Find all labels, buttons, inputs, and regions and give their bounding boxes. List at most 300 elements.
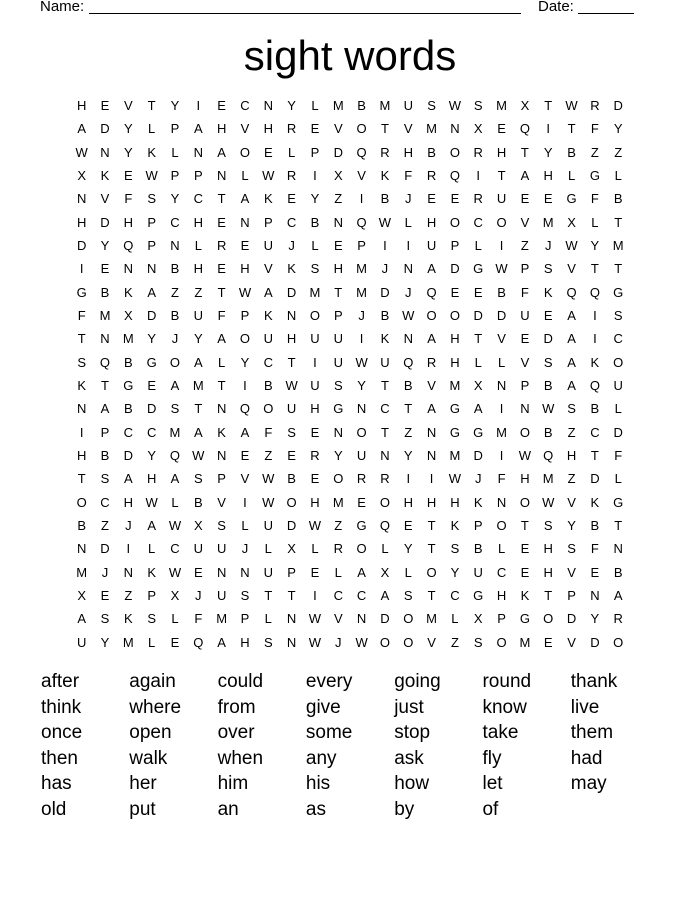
grid-letter[interactable]: R (473, 191, 483, 207)
grid-letter[interactable]: L (404, 214, 412, 230)
grid-letter[interactable]: K (287, 261, 296, 277)
grid-letter[interactable]: J (358, 308, 365, 324)
grid-letter[interactable]: C (170, 541, 180, 557)
grid-letter[interactable]: W (565, 98, 578, 114)
grid-letter[interactable]: L (148, 634, 156, 650)
grid-letter[interactable]: T (544, 588, 553, 604)
grid-letter[interactable]: Z (450, 634, 459, 650)
grid-letter[interactable]: W (448, 471, 462, 487)
grid-letter[interactable]: C (590, 424, 600, 440)
grid-letter[interactable]: F (590, 121, 599, 137)
grid-letter[interactable]: S (263, 634, 273, 650)
grid-letter[interactable]: I (593, 331, 597, 347)
grid-letter[interactable]: D (100, 541, 110, 557)
grid-letter[interactable]: Y (147, 331, 156, 347)
grid-letter[interactable]: L (264, 611, 272, 627)
grid-letter[interactable]: A (100, 401, 110, 417)
grid-letter[interactable]: E (520, 541, 530, 557)
grid-letter[interactable]: P (357, 238, 366, 254)
grid-letter[interactable]: Z (334, 191, 343, 207)
grid-letter[interactable]: O (519, 424, 530, 440)
grid-letter[interactable]: H (146, 471, 157, 487)
grid-letter[interactable]: L (474, 354, 482, 370)
grid-letter[interactable]: I (499, 448, 504, 464)
grid-letter[interactable]: K (380, 168, 390, 184)
grid-letter[interactable]: E (357, 494, 366, 510)
grid-letter[interactable]: Q (519, 121, 530, 137)
grid-letter[interactable]: X (77, 168, 86, 184)
grid-letter[interactable]: H (450, 354, 460, 370)
grid-letter[interactable]: D (566, 611, 577, 627)
grid-letter[interactable]: O (286, 494, 297, 510)
grid-letter[interactable]: I (126, 541, 131, 557)
grid-letter[interactable]: U (613, 378, 623, 394)
grid-letter[interactable]: V (497, 331, 506, 347)
grid-letter[interactable]: W (565, 238, 578, 254)
grid-letter[interactable]: P (217, 471, 226, 487)
grid-letter[interactable]: B (77, 518, 86, 534)
grid-letter[interactable]: G (566, 191, 577, 207)
grid-letter[interactable]: A (263, 284, 273, 300)
grid-letter[interactable]: W (495, 261, 508, 277)
grid-letter[interactable]: X (473, 611, 483, 627)
grid-letter[interactable]: I (546, 121, 551, 137)
grid-letter[interactable]: X (123, 308, 133, 324)
grid-letter[interactable]: E (543, 191, 553, 207)
grid-letter[interactable]: W (262, 494, 275, 510)
grid-letter[interactable]: N (123, 261, 134, 277)
grid-letter[interactable]: Z (101, 518, 109, 534)
grid-letter[interactable]: M (99, 308, 111, 324)
grid-letter[interactable]: L (241, 168, 249, 184)
grid-letter[interactable]: I (313, 588, 317, 604)
grid-letter[interactable]: B (613, 564, 623, 580)
grid-letter[interactable]: F (77, 308, 86, 324)
grid-letter[interactable]: N (146, 261, 157, 277)
grid-letter[interactable]: D (450, 261, 460, 277)
grid-letter[interactable]: L (381, 541, 389, 557)
grid-letter[interactable]: L (311, 541, 319, 557)
grid-letter[interactable]: H (76, 214, 87, 230)
grid-letter[interactable]: V (520, 214, 530, 230)
grid-letter[interactable]: G (473, 261, 484, 277)
grid-letter[interactable]: E (217, 98, 226, 114)
grid-letter[interactable]: V (100, 191, 110, 207)
grid-letter[interactable]: X (380, 564, 390, 580)
grid-letter[interactable]: I (499, 238, 504, 254)
grid-letter[interactable]: A (217, 331, 226, 347)
grid-letter[interactable]: W (308, 634, 322, 650)
grid-letter[interactable]: E (427, 191, 436, 207)
grid-letter[interactable]: H (193, 214, 203, 230)
grid-letter[interactable]: S (543, 518, 553, 534)
grid-letter[interactable]: Y (100, 634, 110, 650)
grid-letter[interactable]: K (100, 168, 110, 184)
grid-letter[interactable]: H (240, 261, 250, 277)
grid-letter[interactable]: W (355, 354, 368, 370)
grid-letter[interactable]: A (123, 471, 133, 487)
grid-letter[interactable]: S (543, 261, 553, 277)
grid-letter[interactable]: L (241, 518, 249, 534)
grid-letter[interactable]: I (243, 378, 247, 394)
grid-letter[interactable]: N (496, 494, 507, 510)
grid-letter[interactable]: B (497, 284, 506, 300)
grid-letter[interactable]: V (567, 634, 576, 650)
grid-letter[interactable]: M (496, 98, 507, 114)
grid-letter[interactable]: C (100, 494, 110, 510)
grid-letter[interactable]: U (263, 518, 273, 534)
grid-letter[interactable]: L (288, 144, 296, 160)
grid-letter[interactable]: X (333, 168, 343, 184)
grid-letter[interactable]: S (77, 354, 86, 370)
grid-letter[interactable]: L (451, 611, 459, 627)
grid-letter[interactable]: N (426, 448, 437, 464)
grid-letter[interactable]: T (380, 121, 389, 137)
grid-letter[interactable]: Z (520, 238, 529, 254)
grid-letter[interactable]: O (496, 518, 507, 534)
grid-letter[interactable]: M (122, 331, 134, 347)
grid-letter[interactable]: W (542, 494, 555, 510)
grid-letter[interactable]: L (334, 564, 342, 580)
grid-letter[interactable]: W (518, 448, 532, 464)
grid-letter[interactable]: P (473, 518, 483, 534)
grid-letter[interactable]: T (520, 518, 529, 534)
grid-letter[interactable]: Y (567, 518, 576, 534)
grid-letter[interactable]: N (333, 424, 343, 440)
grid-letter[interactable]: V (567, 261, 576, 277)
grid-letter[interactable]: N (240, 564, 250, 580)
grid-letter[interactable]: T (474, 331, 483, 347)
grid-letter[interactable]: X (193, 518, 203, 534)
grid-letter[interactable]: P (287, 564, 296, 580)
grid-letter[interactable]: N (426, 424, 437, 440)
grid-letter[interactable]: U (496, 191, 507, 207)
grid-letter[interactable]: X (170, 588, 180, 604)
grid-letter[interactable]: Z (264, 448, 273, 464)
grid-letter[interactable]: Q (543, 448, 554, 464)
grid-letter[interactable]: F (404, 168, 413, 184)
grid-letter[interactable]: B (543, 424, 553, 440)
grid-letter[interactable]: E (543, 634, 553, 650)
grid-letter[interactable]: F (264, 424, 273, 440)
grid-letter[interactable]: Y (240, 354, 250, 370)
grid-letter[interactable]: L (497, 541, 506, 557)
grid-letter[interactable]: L (614, 471, 622, 487)
name-field[interactable] (89, 13, 521, 14)
grid-letter[interactable]: C (193, 191, 203, 207)
grid-letter[interactable]: K (217, 424, 226, 440)
grid-letter[interactable]: G (449, 401, 460, 417)
grid-letter[interactable]: S (543, 354, 553, 370)
grid-letter[interactable]: F (194, 611, 203, 627)
grid-letter[interactable]: D (286, 518, 297, 534)
grid-letter[interactable]: W (168, 564, 182, 580)
grid-letter[interactable]: E (450, 191, 460, 207)
grid-letter[interactable]: T (427, 518, 436, 534)
grid-letter[interactable]: M (356, 261, 368, 277)
grid-letter[interactable]: V (357, 168, 366, 184)
grid-letter[interactable]: T (194, 401, 203, 417)
grid-letter[interactable]: Q (356, 214, 367, 230)
grid-letter[interactable]: E (310, 424, 320, 440)
grid-letter[interactable]: U (216, 541, 227, 557)
grid-letter[interactable]: J (171, 331, 179, 347)
grid-letter[interactable]: K (263, 191, 273, 207)
grid-letter[interactable]: U (193, 308, 203, 324)
grid-letter[interactable]: K (123, 611, 133, 627)
grid-letter[interactable]: O (426, 564, 437, 580)
grid-letter[interactable]: N (76, 541, 87, 557)
grid-letter[interactable]: U (520, 308, 530, 324)
grid-letter[interactable]: H (310, 401, 320, 417)
grid-letter[interactable]: X (473, 378, 483, 394)
grid-letter[interactable]: U (473, 564, 483, 580)
grid-letter[interactable]: V (403, 121, 413, 137)
grid-letter[interactable]: M (449, 378, 461, 394)
grid-letter[interactable]: O (449, 144, 460, 160)
grid-letter[interactable]: B (473, 541, 483, 557)
grid-letter[interactable]: G (123, 378, 134, 394)
grid-letter[interactable]: K (263, 308, 273, 324)
grid-letter[interactable]: A (193, 354, 203, 370)
grid-letter[interactable]: E (287, 448, 296, 464)
grid-letter[interactable]: Q (193, 634, 204, 650)
grid-letter[interactable]: S (217, 518, 226, 534)
grid-letter[interactable]: Z (567, 424, 576, 440)
grid-letter[interactable]: T (287, 354, 296, 370)
grid-letter[interactable]: I (406, 238, 411, 254)
grid-letter[interactable]: K (77, 378, 86, 394)
grid-letter[interactable]: E (217, 261, 226, 277)
grid-letter[interactable]: U (286, 401, 297, 417)
grid-letter[interactable]: H (123, 214, 134, 230)
grid-letter[interactable]: P (263, 214, 273, 230)
grid-letter[interactable]: U (333, 331, 343, 347)
grid-letter[interactable]: Y (333, 448, 343, 464)
grid-letter[interactable]: O (76, 494, 87, 510)
grid-letter[interactable]: A (193, 424, 203, 440)
grid-letter[interactable]: E (263, 144, 273, 160)
grid-letter[interactable]: N (450, 121, 460, 137)
grid-letter[interactable]: T (520, 144, 529, 160)
grid-letter[interactable]: Y (193, 331, 203, 347)
grid-letter[interactable]: B (123, 354, 133, 370)
grid-letter[interactable]: F (497, 471, 506, 487)
grid-letter[interactable]: I (243, 494, 247, 510)
grid-letter[interactable]: E (473, 284, 483, 300)
grid-letter[interactable]: A (567, 331, 576, 347)
grid-letter[interactable]: H (450, 494, 460, 510)
grid-letter[interactable]: B (170, 308, 180, 324)
grid-letter[interactable]: W (238, 284, 252, 300)
grid-letter[interactable]: E (310, 121, 320, 137)
grid-letter[interactable]: X (77, 588, 86, 604)
grid-letter[interactable]: O (379, 494, 390, 510)
grid-letter[interactable]: A (170, 471, 180, 487)
grid-letter[interactable]: Q (566, 284, 577, 300)
grid-letter[interactable]: S (403, 588, 413, 604)
grid-letter[interactable]: C (123, 424, 134, 440)
grid-letter[interactable]: N (76, 191, 87, 207)
grid-letter[interactable]: L (311, 238, 319, 254)
grid-letter[interactable]: D (590, 471, 600, 487)
grid-letter[interactable]: N (263, 98, 273, 114)
grid-letter[interactable]: M (612, 238, 624, 254)
grid-letter[interactable]: R (286, 121, 297, 137)
grid-letter[interactable]: I (383, 238, 387, 254)
grid-letter[interactable]: A (217, 144, 226, 160)
grid-letter[interactable]: A (520, 168, 530, 184)
grid-letter[interactable]: P (147, 214, 156, 230)
grid-letter[interactable]: Y (170, 191, 180, 207)
grid-letter[interactable]: Q (589, 284, 600, 300)
grid-letter[interactable]: I (196, 98, 201, 114)
grid-letter[interactable]: Q (356, 144, 367, 160)
grid-letter[interactable]: L (311, 98, 319, 114)
grid-letter[interactable]: L (591, 214, 599, 230)
grid-letter[interactable]: S (613, 308, 623, 324)
grid-letter[interactable]: T (77, 331, 86, 347)
grid-letter[interactable]: A (567, 378, 576, 394)
grid-letter[interactable]: O (449, 214, 460, 230)
grid-letter[interactable]: E (520, 331, 530, 347)
grid-letter[interactable]: B (123, 401, 133, 417)
grid-letter[interactable]: G (519, 611, 530, 627)
grid-letter[interactable]: P (147, 238, 156, 254)
grid-letter[interactable]: U (403, 98, 413, 114)
grid-letter[interactable]: K (380, 331, 390, 347)
grid-letter[interactable]: S (170, 401, 180, 417)
grid-letter[interactable]: N (193, 144, 203, 160)
grid-letter[interactable]: Z (124, 588, 133, 604)
grid-letter[interactable]: X (520, 98, 530, 114)
grid-letter[interactable]: T (147, 98, 156, 114)
grid-letter[interactable]: Q (426, 284, 437, 300)
grid-letter[interactable]: H (286, 331, 297, 347)
grid-letter[interactable]: Z (567, 471, 576, 487)
grid-letter[interactable]: T (380, 424, 389, 440)
grid-letter[interactable]: L (567, 168, 576, 184)
grid-letter[interactable]: Q (169, 448, 181, 464)
grid-letter[interactable]: K (123, 284, 133, 300)
grid-letter[interactable]: L (404, 564, 412, 580)
grid-letter[interactable]: E (450, 284, 460, 300)
grid-letter[interactable]: B (287, 471, 296, 487)
grid-letter[interactable]: S (100, 471, 110, 487)
grid-letter[interactable]: B (427, 144, 436, 160)
grid-letter[interactable]: I (593, 308, 597, 324)
grid-letter[interactable]: U (333, 354, 343, 370)
grid-letter[interactable]: Y (147, 448, 156, 464)
grid-letter[interactable]: W (168, 518, 182, 534)
grid-letter[interactable]: D (543, 331, 553, 347)
grid-letter[interactable]: O (239, 331, 251, 347)
grid-letter[interactable]: P (333, 308, 343, 324)
grid-letter[interactable]: U (310, 378, 320, 394)
grid-letter[interactable]: T (590, 261, 599, 277)
grid-letter[interactable]: L (614, 168, 622, 184)
grid-letter[interactable]: B (543, 378, 553, 394)
grid-letter[interactable]: S (193, 471, 203, 487)
grid-letter[interactable]: I (313, 168, 317, 184)
grid-letter[interactable]: S (427, 98, 436, 114)
grid-letter[interactable]: H (520, 471, 530, 487)
grid-letter[interactable]: X (473, 121, 483, 137)
grid-letter[interactable]: I (359, 191, 364, 207)
grid-letter[interactable]: A (357, 564, 366, 580)
grid-letter[interactable]: R (426, 354, 437, 370)
grid-letter[interactable]: S (450, 541, 460, 557)
grid-letter[interactable]: Q (403, 354, 414, 370)
grid-letter[interactable]: A (380, 588, 390, 604)
grid-letter[interactable]: U (193, 541, 203, 557)
grid-letter[interactable]: M (309, 284, 321, 300)
grid-letter[interactable]: B (380, 308, 390, 324)
grid-letter[interactable]: P (147, 588, 156, 604)
grid-letter[interactable]: N (520, 401, 530, 417)
grid-letter[interactable]: T (590, 448, 599, 464)
grid-letter[interactable]: N (496, 378, 507, 394)
grid-letter[interactable]: M (542, 471, 554, 487)
grid-letter[interactable]: E (240, 238, 250, 254)
grid-letter[interactable]: D (76, 238, 87, 254)
grid-letter[interactable]: J (405, 284, 412, 300)
grid-letter[interactable]: T (101, 378, 109, 394)
grid-letter[interactable]: O (356, 121, 367, 137)
grid-letter[interactable]: O (613, 634, 624, 650)
grid-letter[interactable]: D (613, 98, 623, 114)
grid-letter[interactable]: M (332, 494, 344, 510)
grid-letter[interactable]: D (473, 448, 483, 464)
grid-letter[interactable]: Y (170, 98, 180, 114)
grid-letter[interactable]: N (170, 238, 180, 254)
grid-letter[interactable]: K (543, 284, 553, 300)
grid-letter[interactable]: B (263, 378, 273, 394)
grid-letter[interactable]: H (450, 331, 460, 347)
grid-letter[interactable]: I (406, 471, 411, 487)
grid-letter[interactable]: F (590, 541, 599, 557)
grid-letter[interactable]: V (240, 121, 250, 137)
grid-letter[interactable]: E (520, 564, 530, 580)
grid-letter[interactable]: A (427, 261, 436, 277)
grid-letter[interactable]: H (543, 564, 553, 580)
grid-letter[interactable]: V (520, 354, 530, 370)
grid-letter[interactable]: B (310, 214, 320, 230)
grid-letter[interactable]: I (79, 261, 84, 277)
grid-letter[interactable]: P (310, 144, 320, 160)
grid-letter[interactable]: C (450, 588, 460, 604)
grid-letter[interactable]: N (613, 541, 623, 557)
grid-letter[interactable]: R (333, 541, 343, 557)
grid-letter[interactable]: E (100, 98, 110, 114)
grid-letter[interactable]: Z (404, 424, 413, 440)
grid-letter[interactable]: T (427, 541, 436, 557)
grid-letter[interactable]: L (171, 144, 179, 160)
grid-letter[interactable]: H (310, 494, 320, 510)
grid-letter[interactable]: L (497, 354, 506, 370)
grid-letter[interactable]: Y (100, 238, 110, 254)
grid-letter[interactable]: C (473, 214, 483, 230)
grid-letter[interactable]: S (567, 541, 576, 557)
grid-letter[interactable]: M (519, 634, 531, 650)
grid-letter[interactable]: T (567, 121, 576, 137)
grid-letter[interactable]: M (356, 284, 368, 300)
grid-letter[interactable]: G (473, 424, 484, 440)
grid-letter[interactable]: W (308, 611, 322, 627)
grid-letter[interactable]: A (427, 331, 436, 347)
grid-letter[interactable]: N (100, 331, 110, 347)
grid-letter[interactable]: S (473, 98, 483, 114)
